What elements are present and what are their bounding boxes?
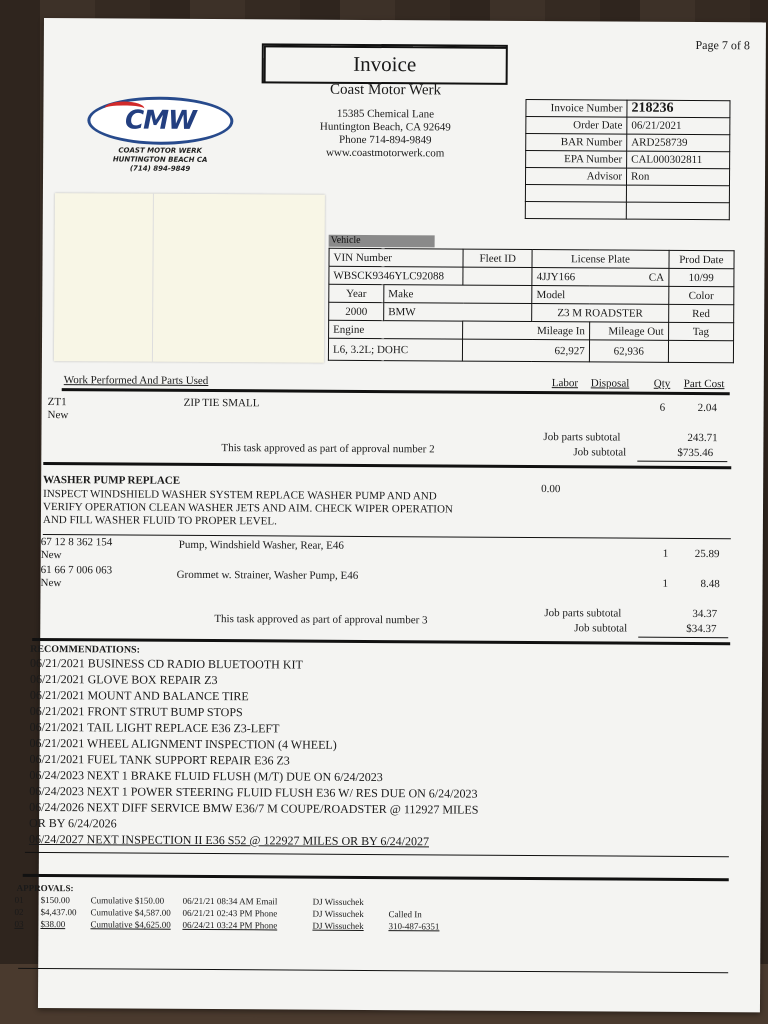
bar-number: ARD258739 xyxy=(627,134,730,152)
approvals-list xyxy=(14,894,534,933)
color-header: Color xyxy=(668,286,733,304)
info-label: Order Date xyxy=(526,116,627,134)
approval-number: 01 xyxy=(14,894,24,905)
desc-line: VERIFY OPERATION CLEAN WASHER JETS AND AIM. CHECK WIPER OPERATION xyxy=(42,501,453,516)
recommendation-item: 06/21/2021 MOUNT AND BALANCE TIRE xyxy=(29,687,249,704)
header-rule xyxy=(62,388,730,395)
year-header: Year xyxy=(329,284,384,302)
plate-value: 4JJY166 xyxy=(532,267,590,285)
info-row xyxy=(526,116,730,134)
subtotal-rule xyxy=(637,461,727,463)
recommendation-item: 06/24/2026 NEXT DIFF SERVICE BMW E36/7 M COUPE/ROADSTER @ 112927 MILES xyxy=(29,799,479,817)
mileage-in-header: Mileage In xyxy=(463,321,590,340)
redaction-sticker xyxy=(54,193,325,363)
task-approval-note: This task approved as part of approval number 2 xyxy=(221,442,435,456)
info-row-empty xyxy=(525,184,729,202)
task-approval-note: This task approved as part of approval number 3 xyxy=(214,613,428,627)
approval-amount: $150.00 xyxy=(40,894,70,906)
job-parts-subtotal-label: Job parts subtotal xyxy=(543,431,621,444)
part-condition: New xyxy=(47,409,69,422)
job-subtotal-value: $34.37 xyxy=(686,622,717,636)
approval-cumulative: Cumulative $4,625.00 xyxy=(90,919,171,930)
approval-amount: $38.00 xyxy=(40,918,66,930)
job-parts-subtotal-label: Job parts subtotal xyxy=(544,607,622,620)
part-cost: 25.89 xyxy=(694,547,720,561)
epa-number: CAL000302811 xyxy=(627,151,730,169)
logo-text: CMW xyxy=(124,105,196,136)
part-condition: New xyxy=(40,548,62,562)
mileage-out-value: 62,936 xyxy=(589,340,668,362)
info-label: Advisor xyxy=(525,167,626,185)
recommendations-title: RECOMMENDATIONS: xyxy=(30,643,141,656)
engine-header: Engine xyxy=(329,320,463,339)
approval-cumulative: Cumulative $4,587.00 xyxy=(90,907,171,918)
logo-sub-3: (714) 894-9849 xyxy=(129,164,191,173)
desc-line: AND FILL WASHER FLUID TO PROPER LEVEL. xyxy=(42,514,277,528)
job-subtotal-label: Job subtotal xyxy=(574,622,628,635)
order-date: 06/21/2021 xyxy=(627,117,730,135)
recommendations xyxy=(29,644,590,850)
part-qty: 1 xyxy=(662,547,669,560)
color-value: Red xyxy=(668,304,733,322)
vehicle-value-row xyxy=(328,338,733,362)
job-subtotal-label: Job subtotal xyxy=(573,446,627,459)
make-header: Make xyxy=(384,285,532,304)
approval-row xyxy=(14,918,534,933)
recommendation-item: 06/21/2021 GLOVE BOX REPAIR Z3 xyxy=(29,671,218,688)
subtotal-rule xyxy=(638,637,728,639)
part-qty: 1 xyxy=(662,577,669,590)
state-value: CA xyxy=(590,268,669,286)
recommendation-item: 06/21/2021 TAIL LIGHT REPLACE E36 Z3-LEFT xyxy=(29,719,280,736)
vin-header: VIN Number xyxy=(329,248,463,267)
logo-sub-1: COAST MOTOR WERK xyxy=(118,146,202,155)
address-line-2: Huntington Beach, CA 92649 xyxy=(319,120,451,134)
part-number: 67 12 8 362 154 xyxy=(40,535,113,549)
plate-header: License Plate xyxy=(532,249,669,268)
approval-number: 02 xyxy=(14,906,24,917)
approval-datetime: 06/24/21 03:24 PM Phone xyxy=(182,919,278,931)
model-value: Z3 M ROADSTER xyxy=(532,303,669,322)
approval-person: DJ Wissuchek xyxy=(312,908,364,919)
part-description: Grommet w. Strainer, Washer Pump, E46 xyxy=(176,568,359,582)
approval-person: DJ Wissuchek xyxy=(312,920,364,931)
engine-value: L6, 3.2L; DOHC xyxy=(328,338,462,361)
company-name: Coast Motor Werk xyxy=(330,81,442,99)
recommendation-item: OR BY 6/24/2026 xyxy=(29,815,117,831)
approval-datetime: 06/21/21 02:43 PM Phone xyxy=(182,907,278,919)
mileage-out-header: Mileage Out xyxy=(589,322,668,340)
desc-line: INSPECT WINDSHIELD WASHER SYSTEM REPLACE WASHER PUMP AND AND xyxy=(43,488,437,503)
approval-number: 03 xyxy=(14,918,24,929)
work-header-label: Work Performed And Parts Used xyxy=(63,374,209,388)
recommendation-item: 06/21/2021 WHEEL ALIGNMENT INSPECTION (4 WHEEL) xyxy=(29,735,337,752)
logo-subtitle xyxy=(87,146,233,174)
company-logo xyxy=(87,96,233,174)
address-line-1: 15385 Chemical Lane xyxy=(336,107,435,121)
info-row xyxy=(526,133,730,151)
labor-header: Labor xyxy=(551,377,579,390)
job-subtotal-value: $735.46 xyxy=(677,446,714,460)
vehicle-section-label: Vehicle xyxy=(329,235,435,248)
approvals-divider xyxy=(23,874,729,881)
invoice-title: Invoice xyxy=(262,43,508,85)
part-condition: New xyxy=(40,576,62,590)
task-divider xyxy=(43,462,731,469)
part-number: ZT1 xyxy=(47,396,67,409)
cost-header: Part Cost xyxy=(683,377,725,391)
info-label: EPA Number xyxy=(526,150,627,168)
logo-sub-2: HUNTINGTON BEACH CA xyxy=(112,155,208,165)
recommendation-item: 06/24/2027 NEXT INSPECTION II E36 S52 @ 122927 MILES OR BY 6/24/2027 xyxy=(28,831,430,849)
info-label: Invoice Number xyxy=(526,99,627,117)
vehicle-table xyxy=(328,248,735,363)
approval-cumulative: Cumulative $150.00 xyxy=(90,895,165,906)
info-row xyxy=(526,150,730,168)
prod-value: 10/99 xyxy=(669,268,734,286)
approval-person: DJ Wissuchek xyxy=(312,896,364,907)
model-header: Model xyxy=(532,285,669,304)
invoice-page xyxy=(14,18,766,1012)
fleet-header: Fleet ID xyxy=(463,249,532,267)
part-qty: 6 xyxy=(659,401,666,414)
footer-rule xyxy=(18,968,728,973)
part-cost: 2.04 xyxy=(697,402,717,415)
invoice-info-table xyxy=(525,99,731,220)
info-row xyxy=(525,167,729,185)
recommendations-rule xyxy=(25,852,729,857)
info-row-empty xyxy=(525,201,729,219)
advisor: Ron xyxy=(626,168,729,186)
vin-value: WBSCK9346YLC92088 xyxy=(329,266,463,285)
recommendation-item: 06/21/2021 FUEL TANK SUPPORT REPAIR E36 Z3 xyxy=(29,751,290,768)
tag-header: Tag xyxy=(668,322,733,340)
company-address xyxy=(261,107,509,161)
part-description: Pump, Windshield Washer, Rear, E46 xyxy=(178,538,344,552)
recommendation-item: 06/24/2023 NEXT 1 POWER STEERING FLUID FLUSH E36 W/ RES DUE ON 6/24/2023 xyxy=(29,783,478,801)
recommendation-item: 06/21/2021 BUSINESS CD RADIO BLUETOOTH KIT xyxy=(30,655,303,672)
year-value: 2000 xyxy=(329,302,384,320)
qty-header: Qty xyxy=(653,377,671,390)
prod-header: Prod Date xyxy=(669,250,734,268)
part-number: 61 66 7 006 063 xyxy=(40,563,113,577)
part-cost: 8.48 xyxy=(700,578,720,591)
mileage-in-value: 62,927 xyxy=(463,339,590,362)
page-number: Page 7 of 8 xyxy=(695,37,750,53)
approval-note: 310-487-6351 xyxy=(388,921,440,932)
approvals-title: APPROVALS: xyxy=(16,882,74,894)
task-labor: 0.00 xyxy=(541,483,561,496)
approval-amount: $4,437.00 xyxy=(40,906,77,918)
info-label: BAR Number xyxy=(526,133,627,151)
approval-datetime: 06/21/21 08:34 AM Email xyxy=(182,895,278,907)
invoice-number: 218236 xyxy=(627,100,730,118)
info-row xyxy=(526,99,730,117)
disposal-header: Disposal xyxy=(590,377,630,390)
job-parts-subtotal-value: 243.71 xyxy=(687,431,718,445)
task-title: WASHER PUMP REPLACE xyxy=(43,474,181,487)
make-value: BMW xyxy=(384,303,532,322)
recommendation-item: 06/24/2023 NEXT 1 BRAKE FLUID FLUSH (M/T) DUE ON 6/24/2023 xyxy=(29,767,383,785)
task-description xyxy=(43,488,563,530)
part-description: ZIP TIE SMALL xyxy=(183,396,260,410)
company-phone: Phone 714-894-9849 xyxy=(338,133,432,147)
logo-swoosh-icon xyxy=(104,101,144,115)
logo-oval xyxy=(87,96,233,145)
recommendation-item: 06/21/2021 FRONT STRUT BUMP STOPS xyxy=(29,703,243,720)
company-website: www.coastmotorwerk.com xyxy=(325,146,445,160)
task-rule xyxy=(43,534,731,539)
job-parts-subtotal-value: 34.37 xyxy=(692,607,718,621)
approval-note: Called In xyxy=(388,909,422,920)
